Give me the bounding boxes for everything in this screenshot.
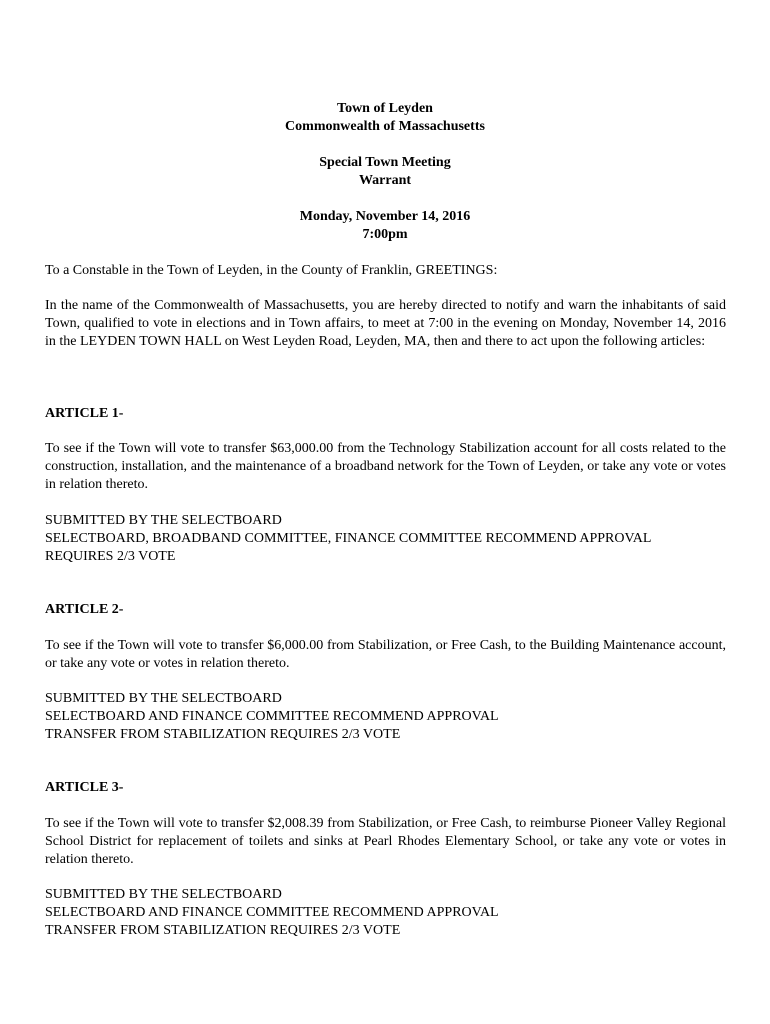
article-3-vote-requirement: TRANSFER FROM STABILIZATION REQUIRES 2/3 VOTE xyxy=(45,923,401,938)
article-2-body: To see if the Town will vote to transfer $6,000.00 from Stabilization, or Free Cash, to the Building Maintenance account, or take any vote or votes in relation thereto. xyxy=(45,638,726,671)
town-title: Town of Leyden xyxy=(337,101,433,116)
greeting: To a Constable in the Town of Leyden, in the County of Franklin, GREETINGS: xyxy=(45,263,498,278)
article-2-heading: ARTICLE 2- xyxy=(45,602,124,617)
article-2-recommendation: SELECTBOARD AND FINANCE COMMITTEE RECOMMEND APPROVAL xyxy=(45,709,499,724)
article-1-recommendation: SELECTBOARD, BROADBAND COMMITTEE, FINANCE COMMITTEE RECOMMEND APPROVAL xyxy=(45,531,652,546)
article-2-submitted: SUBMITTED BY THE SELECTBOARD xyxy=(45,691,282,706)
article-3-submitted: SUBMITTED BY THE SELECTBOARD xyxy=(45,887,282,902)
article-3-recommendation: SELECTBOARD AND FINANCE COMMITTEE RECOMMEND APPROVAL xyxy=(45,905,499,920)
meeting-time: 7:00pm xyxy=(362,227,408,242)
meeting-date: Monday, November 14, 2016 xyxy=(299,209,471,224)
article-1-submitted: SUBMITTED BY THE SELECTBOARD xyxy=(45,513,282,528)
article-3-heading: ARTICLE 3- xyxy=(45,780,124,795)
article-1-vote-requirement: REQUIRES 2/3 VOTE xyxy=(45,549,176,564)
article-2-vote-requirement: TRANSFER FROM STABILIZATION REQUIRES 2/3 VOTE xyxy=(45,727,401,742)
article-1-heading: ARTICLE 1- xyxy=(45,406,124,421)
meeting-title: Special Town Meeting xyxy=(319,155,451,170)
warrant-title: Warrant xyxy=(358,173,412,188)
article-3-body: To see if the Town will vote to transfer $2,008.39 from Stabilization, or Free Cash, to reimburse Pioneer Valley Regional School District for replacement of toilets and sinks at Pearl Rhodes Elementary School, or take any vote or votes in relation thereto. xyxy=(45,816,726,867)
article-1-body: To see if the Town will vote to transfer $63,000.00 from the Technology Stabilization account for all costs related to the construction, installation, and the maintenance of a broadband network for the Town of Leyden, or take any vote or votes in relation thereto. xyxy=(45,441,726,492)
commonwealth-title: Commonwealth of Massachusetts xyxy=(285,119,485,134)
intro-paragraph: In the name of the Commonwealth of Massachusetts, you are hereby directed to notify and warn the inhabitants of said Town, qualified to vote in elections and in Town affairs, to meet at 7:00 in the evening on Monday, November 14, 2016 in the LEYDEN TOWN HALL on West Leyden Road, Leyden, MA, then and there to act upon the following articles: xyxy=(45,298,726,349)
